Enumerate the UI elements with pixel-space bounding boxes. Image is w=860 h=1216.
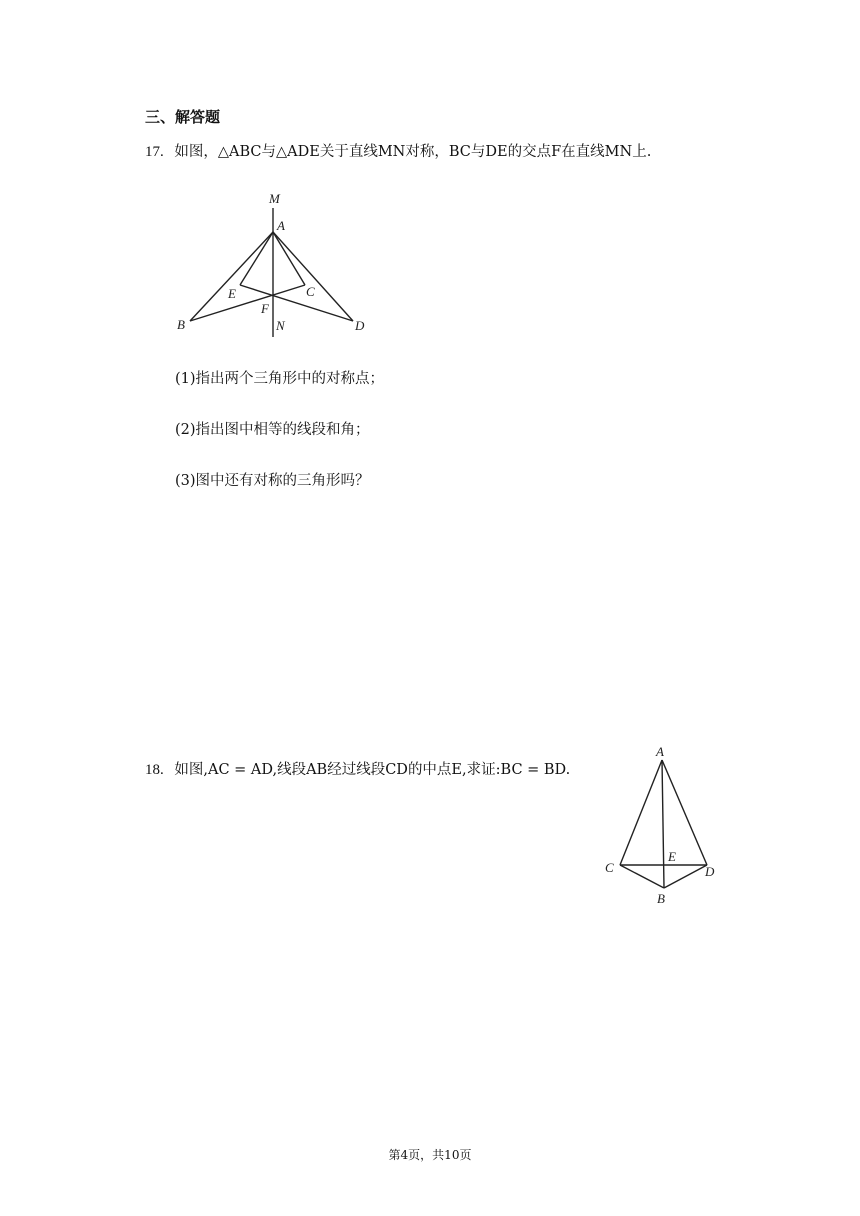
question-17-stem [145, 140, 651, 161]
label-e: E [668, 849, 676, 864]
segment-bd [664, 865, 707, 888]
label-n: N [276, 318, 285, 333]
segment-bc [620, 865, 664, 888]
label-c: C [306, 284, 315, 299]
figure-17 [170, 186, 390, 346]
question-17-part-1: (1)指出两个三角形中的对称点； [175, 371, 385, 387]
figure-18 [598, 740, 728, 910]
segment-ac [620, 760, 662, 865]
page-footer: 第4页，共10页 [388, 1148, 472, 1162]
label-d: D [355, 318, 365, 333]
label-m: M [269, 191, 280, 206]
label-b: B [657, 891, 665, 906]
label-a: A [277, 218, 285, 233]
segment-ab [662, 760, 664, 888]
label-a: A [656, 744, 664, 759]
question-17-text: 如图，△ABC与△ADE关于直线MN对称，BC与DE的交点F在直线MN上. [174, 144, 652, 160]
segment-ae [240, 232, 273, 285]
label-b: B [177, 317, 185, 332]
question-17-part-2: (2)指出图中相等的线段和角； [175, 422, 370, 438]
label-f: F [261, 301, 269, 316]
question-18-text: 如图,AC = AD,线段AB经过线段CD的中点E,求证:BC = BD. [174, 762, 571, 778]
label-d: D [705, 864, 715, 879]
question-18-stem [145, 758, 570, 779]
question-17-number: 17. [145, 144, 164, 160]
question-17-part-3: (3)图中还有对称的三角形吗？ [175, 473, 370, 489]
label-c: C [605, 860, 614, 875]
question-18-number: 18. [145, 762, 164, 778]
segment-ac [273, 232, 305, 285]
label-e: E [228, 286, 236, 301]
section-title: 三、解答题 [145, 108, 221, 126]
